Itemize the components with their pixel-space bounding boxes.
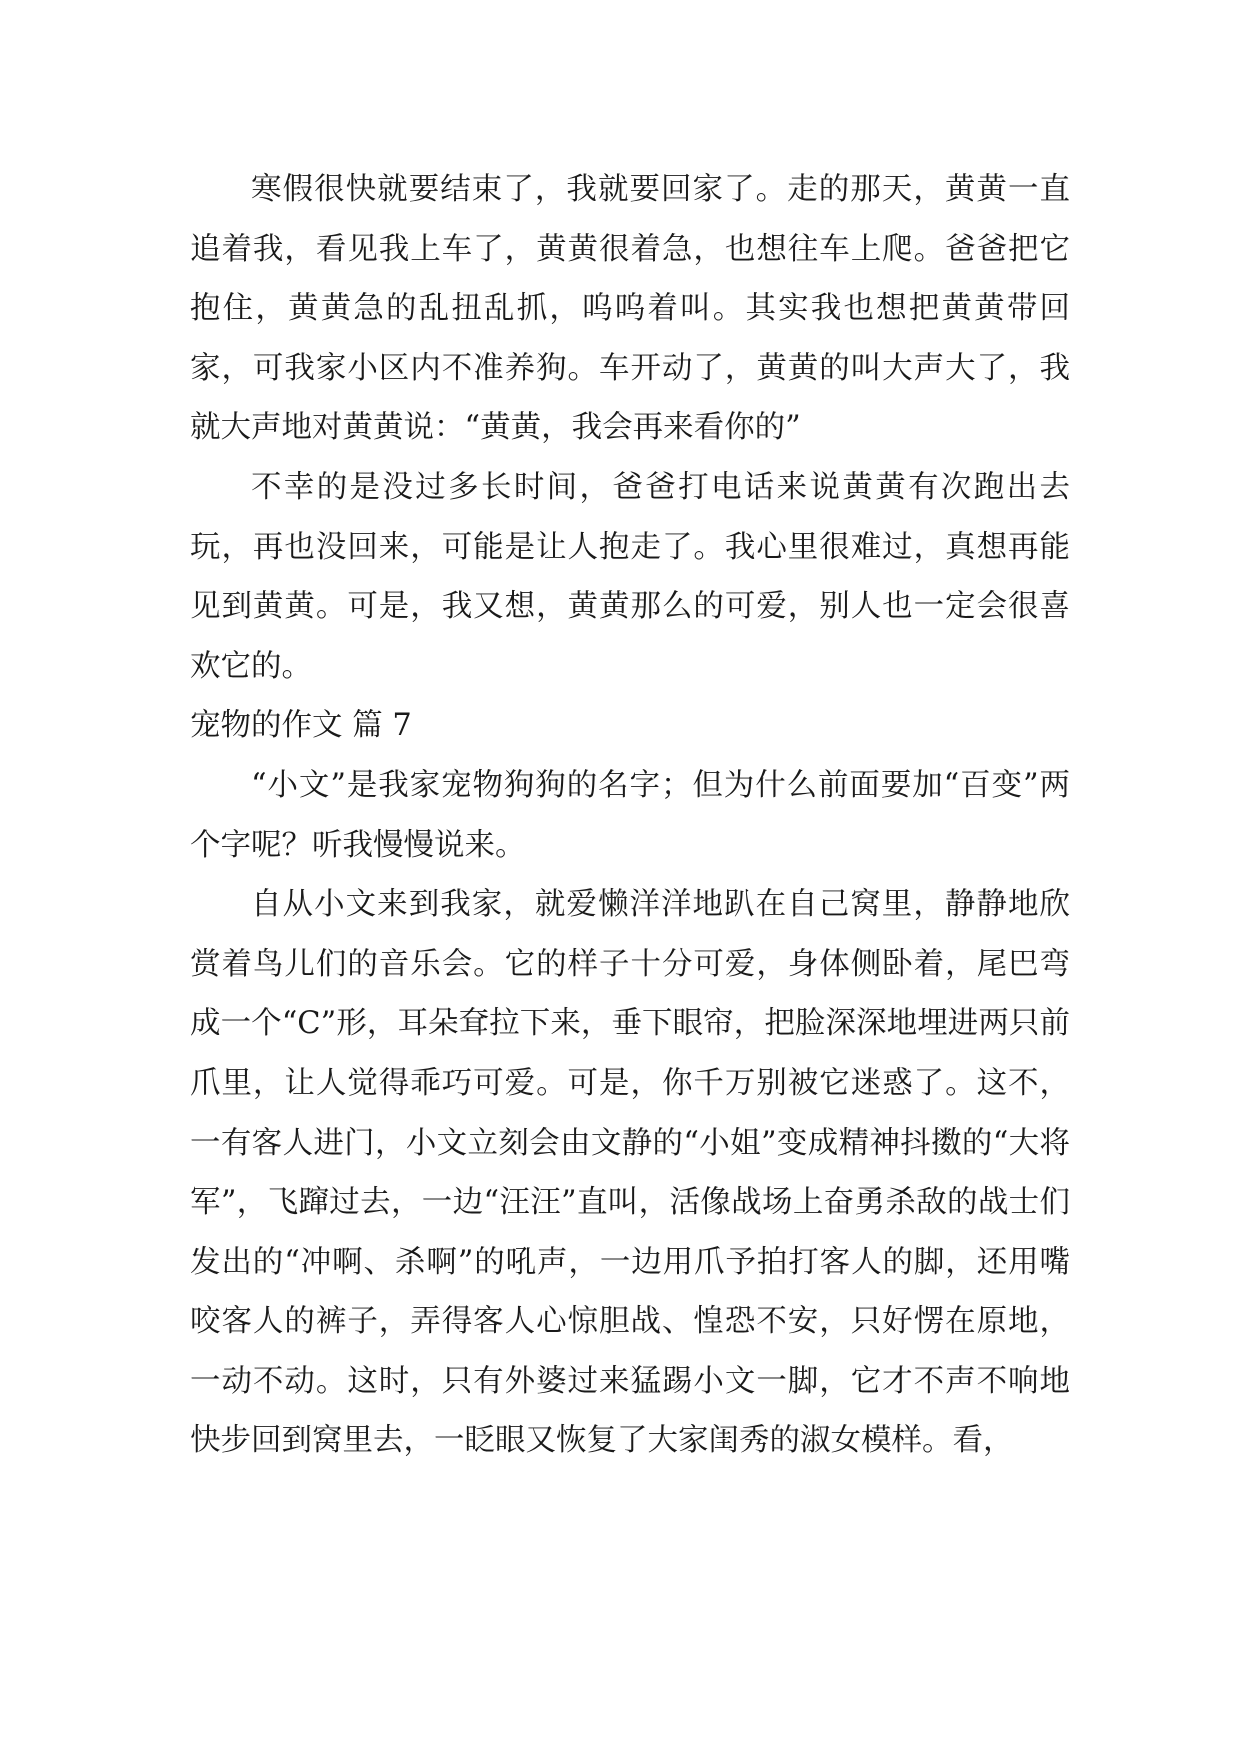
section-title: 宠物的作文 篇 7 [190,708,412,744]
paragraph-lost-dog: 不幸的是没过多长时间，爸爸打电话来说黄黄有次跑出去玩，再也没回来，可能是让人抱走了。我心里很难过，真想再能见到黄黄。可是，我又想，黄黄那么的可爱，别人也一定会很喜欢它的。 [190,469,1070,684]
document-body [190,160,1070,1471]
paragraph-farewell: 寒假很快就要结束了，我就要回家了。走的那天，黄黄一直追着我，看见我上车了，黄黄很着急，也想往车上爬。爸爸把它抱住，黄黄急的乱扭乱抓，呜呜着叫。其实我也想把黄黄带回家，可我家小区内不准养狗。车开动了，黄黄的叫大声大了，我就大声地对黄黄说：“黄黄，我会再来看你的” [190,172,1070,446]
paragraph-intro-xiaowen: “小文”是我家宠物狗狗的名字；但为什么前面要加“百变”两个字呢？听我慢慢说来。 [190,767,1070,863]
paragraph-xiaowen-behavior: 自从小文来到我家，就爱懒洋洋地趴在自己窝里，静静地欣赏着鸟儿们的音乐会。它的样子十分可爱，身体侧卧着，尾巴弯成一个“C”形，耳朵耷拉下来，垂下眼帘，把脸深深地埋进两只前爪里，让人觉得乖巧可爱。可是，你千万别被它迷惑了。这不，一有客人进门，小文立刻会由文静的“小姐”变成精神抖擞的“大将军”，飞蹿过去，一边“汪汪”直叫，活像战场上奋勇杀敌的战士们发出的“冲啊、杀啊”的吼声，一边用爪予拍打客人的脚，还用嘴咬客人的裤子，弄得客人心惊胆战、惶恐不安，只好愣在原地，一动不动。这时，只有外婆过来猛踢小文一脚，它才不声不响地快步回到窝里去，一眨眼又恢复了大家闺秀的淑女模样。看， [190,887,1070,1459]
